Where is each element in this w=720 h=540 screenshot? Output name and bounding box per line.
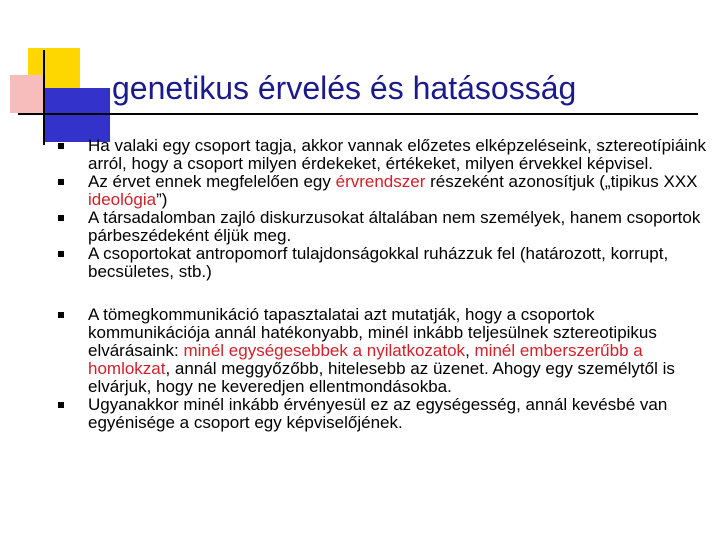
square-bullet-icon [58,215,64,221]
bullet-item [58,306,708,396]
text-segment: Ugyanakkor minél inkább érvényesül ez az egységesség, annál kevésbé van egyénisége a csoport egy képviselőjének. [88,395,668,432]
bullet-item [58,209,708,245]
text-segment: Az érvet ennek megfelelően egy [88,172,336,191]
bullet-text [88,209,708,245]
bullet-text [88,306,708,396]
bullet-list [58,137,708,432]
square-bullet-icon [58,179,64,185]
bullet-text [88,245,708,281]
text-segment: A csoportokat antropomorf tulajdonságokkal ruházzuk fel (határozott, korrupt, becsületes, stb.) [88,244,669,281]
text-segment: , annál meggyőzőbb, hitelesebb az üzenet. Ahogy egy személytől is elvárjuk, hogy ne keveredjen ellentmondásokba. [88,359,675,396]
text-segment: Ha valaki egy csoport tagja, akkor vannak előzetes elképzeléseink, sztereotípiáink arról, hogy a csoport milyen érdekeket, értékeket, milyen érvekkel képvisel. [88,136,707,173]
text-segment: A társadalomban zajló diskurzusokat általában nem személyek, hanem csoportok párbeszédeként éljük meg. [88,208,701,245]
text-segment: A tömegkommunikáció tapasztalatai azt mutatják, hogy a csoportok kommunikációja annál hatékonyabb, minél inkább teljesülnek sztereotipikus elvárásaink: [88,305,657,360]
decor-vertical-line [43,50,45,145]
bullet-item [58,245,708,281]
square-bullet-icon [58,251,64,257]
decor-blue-square [43,88,110,142]
text-segment: , [465,341,475,360]
bullet-text [88,396,708,432]
highlighted-term: minél emberszerűbb a homlokzat [88,341,643,378]
highlighted-term: minél egységesebbek a nyilatkozatok [183,341,466,360]
highlighted-term: ideológia [88,190,157,209]
bullet-item [58,173,708,209]
decor-pink-square [10,75,43,113]
bullet-text [88,137,708,173]
bullet-text [88,173,708,209]
text-segment: ”) [156,190,168,209]
square-bullet-icon [58,312,64,318]
square-bullet-icon [58,143,64,149]
highlighted-term: érvrendszer [335,172,426,191]
square-bullet-icon [58,402,64,408]
bullet-item [58,396,708,432]
decor-horizontal-line [18,113,698,115]
bullet-item [58,137,708,173]
slide-title: genetikus érvelés és hatásosság [112,70,577,106]
text-segment: részeként azonosítjuk („tipikus XXX [425,172,698,191]
